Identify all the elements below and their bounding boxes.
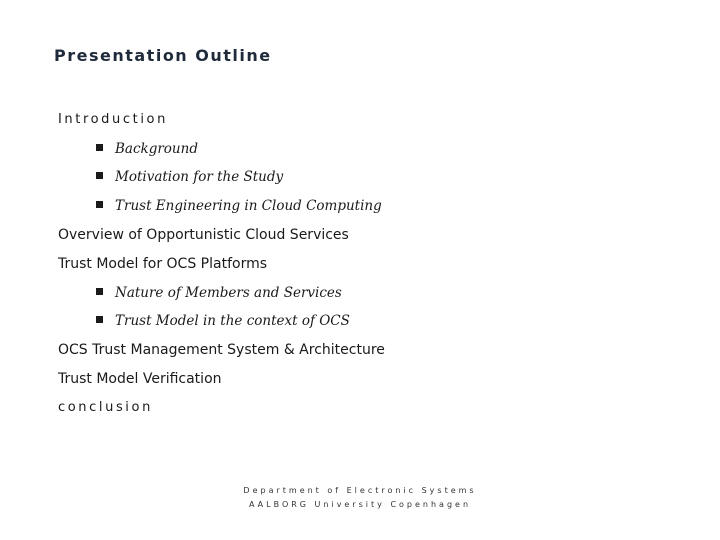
- square-bullet-icon: [96, 316, 103, 323]
- subitem-label: Motivation for the Study: [115, 169, 284, 185]
- outline-item-conclusion: conclusion: [58, 400, 153, 415]
- outline-subitem-trust-model-context: [96, 313, 350, 329]
- square-bullet-icon: [96, 201, 103, 208]
- square-bullet-icon: [96, 144, 103, 151]
- footer-university: AALBORG University Copenhagen: [248, 500, 472, 509]
- subitem-label: Nature of Members and Services: [115, 285, 342, 301]
- outline-item-management-system: OCS Trust Management System & Architecture: [58, 342, 385, 358]
- outline-item-trust-model: Trust Model for OCS Platforms: [58, 256, 268, 272]
- outline-subitem-nature: [96, 285, 342, 301]
- outline-subitem-trust-engineering: [96, 198, 382, 214]
- slide-footer: [240, 484, 480, 512]
- outline-item-introduction: Introduction: [58, 112, 168, 127]
- square-bullet-icon: [96, 172, 103, 179]
- footer-department: Department of Electronic Systems: [243, 486, 477, 495]
- subitem-label: Trust Engineering in Cloud Computing: [115, 198, 382, 214]
- subitem-label: Background: [115, 141, 198, 157]
- subitem-label: Trust Model in the context of OCS: [115, 313, 350, 329]
- square-bullet-icon: [96, 288, 103, 295]
- outline-subitem-background: [96, 141, 198, 157]
- outline-subitem-motivation: [96, 169, 283, 185]
- slide-title: Presentation Outline: [54, 46, 272, 65]
- outline-item-verification: Trust Model Verification: [58, 371, 222, 387]
- outline-item-overview: Overview of Opportunistic Cloud Services: [58, 227, 349, 243]
